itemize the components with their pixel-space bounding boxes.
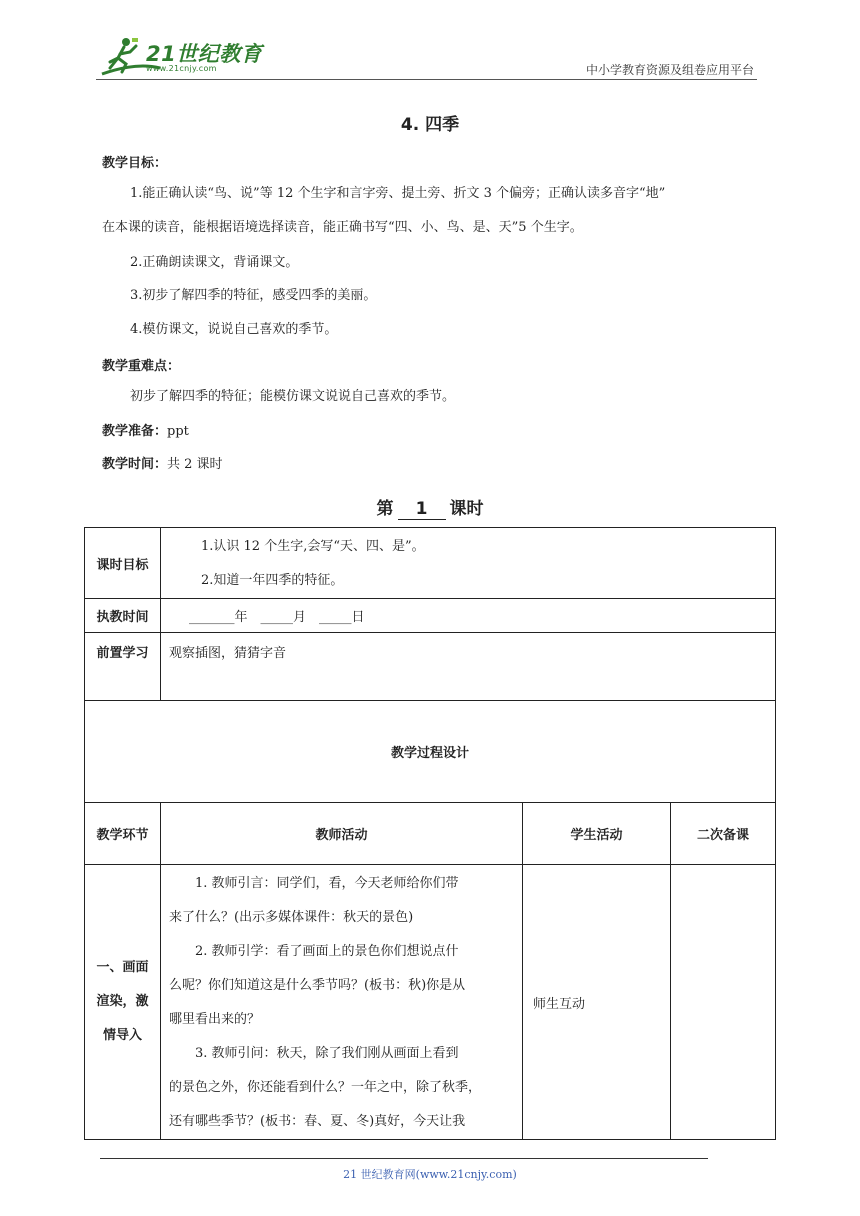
- stage-line: 渲染，激: [96, 994, 149, 1009]
- stage-line: 一、画面: [96, 960, 149, 975]
- date-label: 执教时间: [85, 599, 161, 633]
- teacher-line: 的景色之外，你还能看到什么？一年之中，除了秋季，: [169, 1080, 482, 1095]
- teacher-activity: [161, 865, 523, 1140]
- time-value: 共 2 课时: [167, 457, 223, 472]
- process-title-row: [85, 701, 776, 803]
- col-header-stage: 教学环节: [85, 803, 161, 865]
- key-points-text: 初步了解四季的特征；能模仿课文说说自己喜欢的季节。: [130, 389, 456, 404]
- lesson-number: 1: [398, 499, 446, 520]
- goal-row: [85, 528, 776, 599]
- teacher-line: 3. 教师引问：秋天，除了我们刚从画面上看到: [195, 1046, 459, 1061]
- teacher-line: 2. 教师引学：看了画面上的景色你们想说点什: [195, 944, 459, 959]
- objective-line: 在本课的读音，能根据语境选择读音，能正确书写“四、小、鸟、是、天”5 个生字。: [102, 220, 583, 235]
- objective-line: 2.正确朗读课文，背诵课文。: [130, 255, 299, 270]
- objectives-heading: 教学目标：: [102, 156, 168, 171]
- goal-content: [161, 528, 776, 599]
- goal-label: 课时目标: [85, 528, 161, 599]
- stage-label: [85, 865, 161, 1140]
- header-divider: [96, 79, 757, 80]
- date-value: _______年 _____月 _____日: [161, 599, 776, 633]
- stage-row: [85, 865, 776, 1140]
- goal-line: 2.知道一年四季的特征。: [201, 573, 344, 588]
- pre-study-value: 观察插图，猜猜字音: [161, 633, 776, 701]
- date-row: [85, 599, 776, 633]
- pre-study-label: 前置学习: [85, 633, 161, 701]
- stage-line: 情导入: [102, 1028, 142, 1043]
- objective-line: 4.模仿课文，说说自己喜欢的季节。: [130, 322, 338, 337]
- goal-line: 1.认识 12 个生字,会写“天、四、是”。: [201, 539, 425, 554]
- lesson-prefix: 第: [376, 499, 394, 519]
- col-header-notes: 二次备课: [671, 803, 776, 865]
- teacher-line: 还有哪些季节？(板书：春、夏、冬)真好，今天让我: [169, 1114, 466, 1129]
- document-title: 4. 四季: [400, 115, 460, 135]
- process-title: 教学过程设计: [85, 701, 776, 803]
- objective-line: 1.能正确认读“鸟、说”等 12 个生字和言字旁、提土旁、折文 3 个偏旁；正确认读多音字“地”: [130, 186, 666, 201]
- time-row: [102, 457, 223, 473]
- lesson-suffix: 课时: [449, 499, 484, 519]
- logo-text: 21世纪教育: [146, 42, 263, 66]
- prep-heading: 教学准备：: [102, 424, 168, 439]
- prep-row: [102, 424, 189, 440]
- teacher-line: 么呢？你们知道这是什么季节吗？(板书：秋)你是从: [169, 978, 466, 993]
- lesson-heading: [0, 494, 860, 520]
- header-platform-text: 中小学教育资源及组卷应用平台: [585, 63, 754, 77]
- logo-url: www.21cnjy.com: [146, 64, 217, 73]
- teacher-line: 1. 教师引言：同学们，看，今天老师给你们带: [195, 876, 459, 891]
- footer-text: 21 世纪教育网(www.21cnjy.com): [343, 1168, 517, 1181]
- time-heading: 教学时间：: [102, 457, 168, 472]
- second-prep-notes: [671, 865, 776, 1140]
- teacher-line: 哪里看出来的？: [169, 1012, 261, 1027]
- column-header-row: [85, 803, 776, 865]
- objective-line: 3.初步了解四季的特征，感受四季的美丽。: [130, 288, 377, 303]
- prep-value: ppt: [167, 424, 189, 439]
- col-header-teacher: 教师活动: [161, 803, 523, 865]
- student-activity: 师生互动: [523, 865, 671, 1140]
- col-header-student: 学生活动: [523, 803, 671, 865]
- key-points-heading: 教学重难点：: [102, 359, 181, 374]
- teacher-line: 来了什么？(出示多媒体课件：秋天的景色): [169, 910, 414, 925]
- pre-study-row: [85, 633, 776, 701]
- lesson-plan-table: [84, 527, 776, 1140]
- footer-divider: [100, 1158, 708, 1159]
